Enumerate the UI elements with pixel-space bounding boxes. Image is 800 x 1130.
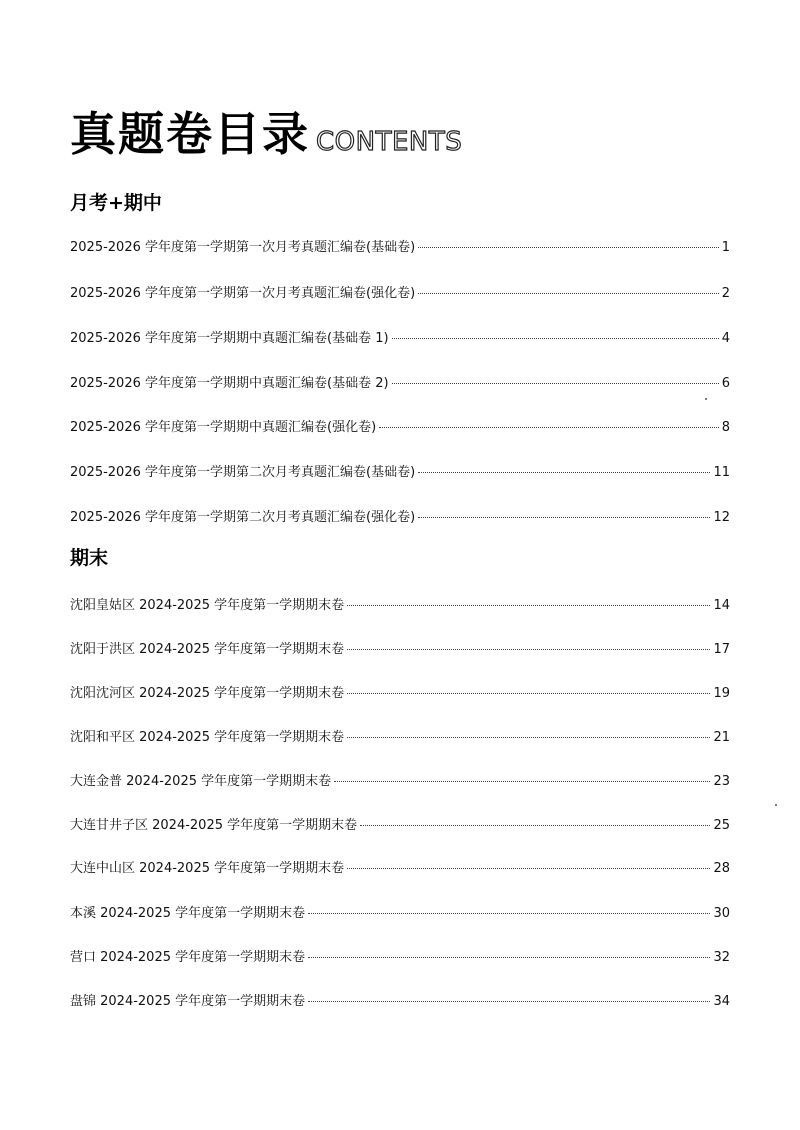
dot-leader — [347, 605, 710, 606]
toc-entry-page: 23 — [713, 774, 730, 789]
toc-entry-page: 14 — [713, 598, 730, 613]
toc-entry-label: 盘锦 2024-2025 学年度第一学期期末卷 — [70, 994, 306, 1009]
toc-entry-label: 2025-2026 学年度第一学期第一次月考真题汇编卷(强化卷) — [70, 286, 416, 301]
toc-entry-page: 34 — [713, 994, 730, 1009]
toc-entry[interactable] — [70, 236, 730, 256]
toc-entry-label: 2025-2026 学年度第一学期第二次月考真题汇编卷(强化卷) — [70, 510, 416, 525]
dot-leader — [418, 293, 719, 294]
toc-entry[interactable] — [70, 372, 730, 392]
dot-leader — [392, 338, 719, 339]
toc-entry[interactable] — [70, 461, 730, 481]
toc-entry-page: 28 — [713, 861, 730, 876]
toc-entry-label: 2025-2026 学年度第一学期期中真题汇编卷(强化卷) — [70, 420, 377, 435]
toc-entry-page: 17 — [713, 642, 730, 657]
toc-entry-label: 2025-2026 学年度第一学期第一次月考真题汇编卷(基础卷) — [70, 240, 416, 255]
toc-entry-label: 本溪 2024-2025 学年度第一学期期末卷 — [70, 906, 306, 921]
toc-entry-label: 大连甘井子区 2024-2025 学年度第一学期期末卷 — [70, 818, 358, 833]
toc-entry-page: 11 — [713, 465, 730, 480]
toc-entry[interactable] — [70, 857, 730, 877]
scan-speck — [705, 398, 707, 400]
toc-entry-page: 25 — [713, 818, 730, 833]
toc-entry-page: 8 — [721, 420, 730, 435]
dot-leader — [347, 693, 710, 694]
dot-leader — [418, 472, 710, 473]
toc-entry-label: 沈阳皇姑区 2024-2025 学年度第一学期期末卷 — [70, 598, 345, 613]
toc-entry-label: 大连中山区 2024-2025 学年度第一学期期末卷 — [70, 861, 345, 876]
dot-leader — [308, 1001, 710, 1002]
dot-leader — [360, 825, 710, 826]
toc-entry-page: 19 — [713, 686, 730, 701]
toc-entry-label: 大连金普 2024-2025 学年度第一学期期末卷 — [70, 774, 332, 789]
toc-entry-page: 2 — [721, 286, 730, 301]
toc-entry[interactable] — [70, 594, 730, 614]
toc-entry-label: 沈阳沈河区 2024-2025 学年度第一学期期末卷 — [70, 686, 345, 701]
toc-entry-label: 2025-2026 学年度第一学期期中真题汇编卷(基础卷 1) — [70, 331, 389, 346]
toc-entry-label: 营口 2024-2025 学年度第一学期期末卷 — [70, 950, 306, 965]
toc-entry[interactable] — [70, 770, 730, 790]
toc-entry[interactable] — [70, 990, 730, 1010]
toc-entry-page: 1 — [721, 240, 730, 255]
scan-speck — [775, 804, 777, 806]
toc-entry[interactable] — [70, 638, 730, 658]
title-chinese: 真题卷目录 — [70, 107, 310, 161]
toc-entry[interactable] — [70, 726, 730, 746]
dot-leader — [334, 781, 710, 782]
dot-leader — [308, 957, 710, 958]
title-contents: CONTENTS — [316, 127, 463, 157]
toc-entry-page: 21 — [713, 730, 730, 745]
toc-entry-page: 6 — [721, 376, 730, 391]
toc-entry[interactable] — [70, 946, 730, 966]
toc-entry[interactable] — [70, 327, 730, 347]
toc-entry-page: 32 — [713, 950, 730, 965]
toc-entry[interactable] — [70, 506, 730, 526]
dot-leader — [418, 517, 710, 518]
dot-leader — [308, 913, 710, 914]
toc-entry[interactable] — [70, 416, 730, 436]
toc-entry-label: 2025-2026 学年度第一学期第二次月考真题汇编卷(基础卷) — [70, 465, 416, 480]
toc-entry-page: 30 — [713, 906, 730, 921]
toc-entry[interactable] — [70, 902, 730, 922]
toc-entry-label: 沈阳于洪区 2024-2025 学年度第一学期期末卷 — [70, 642, 345, 657]
dot-leader — [379, 427, 719, 428]
toc-entry-label: 沈阳和平区 2024-2025 学年度第一学期期末卷 — [70, 730, 345, 745]
dot-leader — [347, 737, 710, 738]
dot-leader — [347, 868, 710, 869]
toc-entry[interactable] — [70, 282, 730, 302]
toc-entry-page: 12 — [713, 510, 730, 525]
toc-entry-label: 2025-2026 学年度第一学期期中真题汇编卷(基础卷 2) — [70, 376, 389, 391]
dot-leader — [392, 383, 719, 384]
dot-leader — [347, 649, 710, 650]
section-heading-monthly-midterm: 月考+期中 — [70, 192, 162, 214]
page-title — [70, 98, 462, 164]
toc-entry-page: 4 — [721, 331, 730, 346]
section-heading-final: 期末 — [70, 547, 109, 569]
dot-leader — [418, 247, 719, 248]
toc-entry[interactable] — [70, 682, 730, 702]
toc-entry[interactable] — [70, 814, 730, 834]
